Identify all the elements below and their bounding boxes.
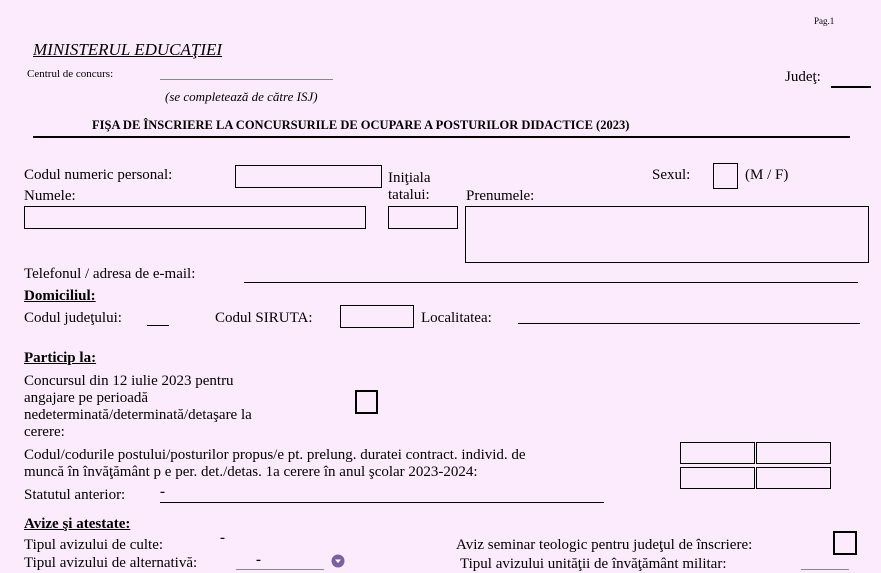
participate-heading: Particip la: — [24, 350, 97, 366]
page-number: Pag.1 — [814, 16, 835, 26]
contest-line: cerere: — [24, 424, 65, 440]
center-hint: (se completează de către ISJ) — [165, 89, 318, 104]
religion-approval-value[interactable]: - — [220, 530, 225, 546]
military-approval-label: Tipul avizului unităţii de învăţământ militar: — [460, 556, 727, 572]
seminar-approval-checkbox[interactable] — [833, 531, 857, 555]
alternative-approval-label: Tipul avizului de alternativă: — [24, 555, 198, 571]
contest-line: nedeterminată/determinată/detaşare la — [24, 407, 252, 423]
contest-line: Concursul din 12 iulie 2023 pentru — [24, 373, 234, 389]
sex-label: Sexul: — [652, 167, 691, 183]
father-initial-label-2: tatalui: — [388, 187, 430, 203]
locality-label: Localitatea: — [421, 310, 492, 326]
center-field[interactable] — [160, 79, 333, 80]
father-initial-label-1: Iniţiala — [388, 170, 431, 186]
father-initial-input[interactable] — [388, 206, 458, 229]
surname-input[interactable] — [24, 206, 366, 229]
contact-label: Telefonul / adresa de e-mail: — [24, 266, 196, 282]
previous-status-value: - — [160, 484, 165, 500]
county-label: Judeţ: — [785, 69, 821, 85]
firstname-label: Prenumele: — [466, 188, 535, 204]
title-rule — [33, 136, 850, 138]
surname-label: Numele: — [24, 188, 76, 204]
approvals-heading: Avize şi atestate: — [24, 516, 131, 532]
post-code-input-1[interactable] — [680, 442, 755, 464]
previous-status-label: Statutul anterior: — [24, 487, 126, 503]
post-code-input-2[interactable] — [756, 442, 831, 464]
religion-approval-label: Tipul avizului de culte: — [24, 537, 164, 553]
form-title: FIŞA DE ÎNSCRIERE LA CONCURSURILE DE OCUPARE A POSTURILOR DIDACTICE (2023) — [92, 118, 630, 132]
military-approval-field[interactable] — [801, 569, 849, 570]
county-code-label: Codul judeţului: — [24, 310, 122, 326]
siruta-input[interactable] — [340, 305, 414, 328]
post-code-input-3[interactable] — [680, 467, 755, 489]
domicile-heading: Domiciliul: — [24, 288, 96, 304]
sex-input[interactable] — [713, 163, 738, 189]
contest-checkbox[interactable] — [355, 390, 378, 414]
cnp-label: Codul numeric personal: — [24, 167, 173, 183]
post-code-input-4[interactable] — [756, 467, 831, 489]
previous-status-field[interactable] — [160, 502, 604, 503]
sex-options: (M / F) — [745, 167, 789, 183]
alternative-approval-field[interactable] — [236, 569, 324, 570]
contact-field[interactable] — [244, 282, 858, 283]
firstname-input[interactable] — [465, 206, 869, 263]
dropdown-icon-svg[interactable] — [331, 554, 345, 568]
siruta-label: Codul SIRUTA: — [215, 310, 313, 326]
cnp-input[interactable] — [235, 165, 382, 188]
county-code-field[interactable] — [147, 325, 169, 326]
post-codes-line-2: muncă în învăţământ p e per. det./detas. 1a cerere în anul şcolar 2023-2024: — [24, 464, 478, 480]
contest-line: angajare pe perioadă — [24, 390, 149, 406]
center-label: Centrul de concurs: — [27, 68, 114, 80]
ministry-name: MINISTERUL EDUCAŢIEI — [33, 40, 223, 59]
county-field[interactable] — [831, 86, 871, 88]
seminar-approval-label: Aviz seminar teologic pentru judeţul de înscriere: — [456, 537, 753, 553]
alternative-approval-value[interactable]: - — [256, 552, 261, 568]
post-codes-line-1: Codul/codurile postului/posturilor propus/e pt. prelung. duratei contract. individ. de — [24, 447, 526, 463]
chevron-down-circle-icon[interactable] — [331, 554, 345, 568]
locality-field[interactable] — [518, 323, 860, 324]
